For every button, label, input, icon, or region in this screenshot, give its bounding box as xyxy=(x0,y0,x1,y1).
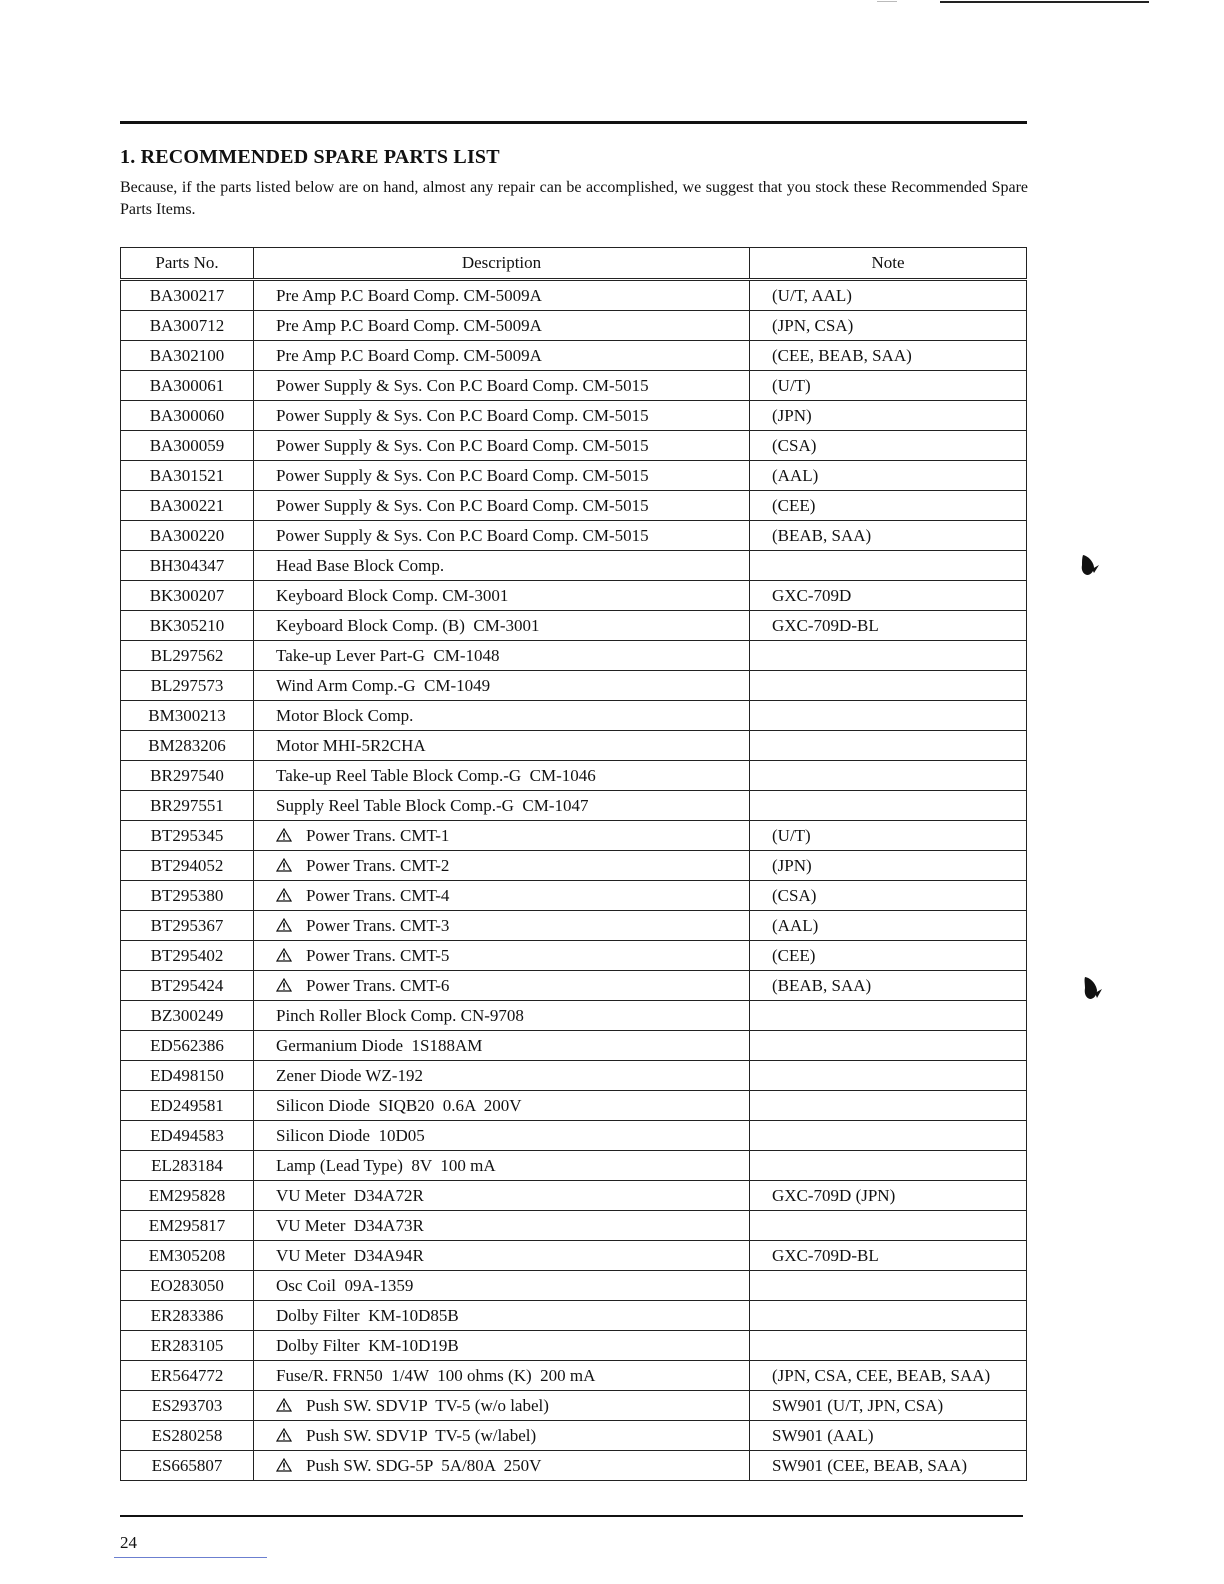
description-text: Push SW. SDV1P TV-5 (w/o label) xyxy=(306,1395,549,1415)
description-text: Power Trans. CMT-6 xyxy=(306,975,450,995)
cell-note: (JPN) xyxy=(750,401,1027,431)
cell-part-no: BA300060 xyxy=(121,401,254,431)
table-header-row xyxy=(121,248,1027,280)
cell-description xyxy=(254,341,750,371)
table-row xyxy=(121,491,1027,521)
cell-part-no: BA302100 xyxy=(121,341,254,371)
cell-description xyxy=(254,1151,750,1181)
table-row xyxy=(121,701,1027,731)
column-header-parts-no: Parts No. xyxy=(121,248,254,280)
description-text: VU Meter D34A94R xyxy=(276,1245,424,1265)
table-row xyxy=(121,1211,1027,1241)
description-text: Dolby Filter KM-10D85B xyxy=(276,1305,459,1325)
table-row xyxy=(121,641,1027,671)
cell-part-no: BL297573 xyxy=(121,671,254,701)
cell-note: (JPN, CSA) xyxy=(750,311,1027,341)
description-text: Germanium Diode 1S188AM xyxy=(276,1035,483,1055)
cell-description xyxy=(254,1181,750,1211)
description-text: Zener Diode WZ-192 xyxy=(276,1065,423,1085)
table-row xyxy=(121,521,1027,551)
cell-description xyxy=(254,1031,750,1061)
cell-note: (AAL) xyxy=(750,461,1027,491)
table-row xyxy=(121,1121,1027,1151)
cell-note: (CSA) xyxy=(750,431,1027,461)
cell-description xyxy=(254,641,750,671)
table-row xyxy=(121,1151,1027,1181)
safety-warning-icon xyxy=(276,858,292,872)
cell-description xyxy=(254,1451,750,1481)
description-text: Lamp (Lead Type) 8V 100 mA xyxy=(276,1155,496,1175)
cell-description xyxy=(254,941,750,971)
cell-note xyxy=(750,1061,1027,1091)
table-row xyxy=(121,1061,1027,1091)
cell-part-no: ES293703 xyxy=(121,1391,254,1421)
description-text: Power Supply & Sys. Con P.C Board Comp. CM-5015 xyxy=(276,375,649,395)
table-row xyxy=(121,1421,1027,1451)
cell-part-no: ER564772 xyxy=(121,1361,254,1391)
cell-note: SW901 (CEE, BEAB, SAA) xyxy=(750,1451,1027,1481)
cell-description xyxy=(254,971,750,1001)
cell-description xyxy=(254,1121,750,1151)
safety-warning-icon xyxy=(276,1398,292,1412)
cell-note: (U/T, AAL) xyxy=(750,280,1027,311)
description-text: Power Supply & Sys. Con P.C Board Comp. CM-5015 xyxy=(276,495,649,515)
cell-note xyxy=(750,641,1027,671)
cell-note xyxy=(750,701,1027,731)
cell-note xyxy=(750,671,1027,701)
cell-part-no: BT295402 xyxy=(121,941,254,971)
cell-part-no: BK300207 xyxy=(121,581,254,611)
table-row xyxy=(121,1001,1027,1031)
description-text: Take-up Reel Table Block Comp.-G CM-1046 xyxy=(276,765,596,785)
description-text: Power Trans. CMT-2 xyxy=(306,855,450,875)
cell-part-no: BA300059 xyxy=(121,431,254,461)
description-text: Head Base Block Comp. xyxy=(276,555,445,575)
description-text: Wind Arm Comp.-G CM-1049 xyxy=(276,675,491,695)
cell-part-no: BA300217 xyxy=(121,280,254,311)
cell-description xyxy=(254,581,750,611)
cell-description xyxy=(254,761,750,791)
description-text: Power Supply & Sys. Con P.C Board Comp. CM-5015 xyxy=(276,435,649,455)
cell-part-no: BH304347 xyxy=(121,551,254,581)
table-row xyxy=(121,551,1027,581)
cell-description xyxy=(254,1421,750,1451)
table-row xyxy=(121,671,1027,701)
cell-description xyxy=(254,1091,750,1121)
cell-part-no: BT295367 xyxy=(121,911,254,941)
cell-note: (AAL) xyxy=(750,911,1027,941)
cell-part-no: EL283184 xyxy=(121,1151,254,1181)
cell-note: GXC-709D (JPN) xyxy=(750,1181,1027,1211)
binding-hole-mark-upper xyxy=(1079,553,1101,579)
table-row xyxy=(121,431,1027,461)
spare-parts-table xyxy=(120,247,1027,1481)
table-row xyxy=(121,1391,1027,1421)
cell-description xyxy=(254,1391,750,1421)
description-text: Power Supply & Sys. Con P.C Board Comp. CM-5015 xyxy=(276,525,649,545)
cell-note xyxy=(750,1091,1027,1121)
cell-note xyxy=(750,1301,1027,1331)
cell-note: (U/T) xyxy=(750,821,1027,851)
scan-edge-line xyxy=(940,1,1149,3)
cell-part-no: ER283386 xyxy=(121,1301,254,1331)
table-row xyxy=(121,401,1027,431)
description-text: Push SW. SDG-5P 5A/80A 250V xyxy=(306,1455,542,1475)
cell-part-no: BT295380 xyxy=(121,881,254,911)
table-row xyxy=(121,341,1027,371)
cell-part-no: ED562386 xyxy=(121,1031,254,1061)
page-title: 1. RECOMMENDED SPARE PARTS LIST xyxy=(120,146,500,168)
table-row xyxy=(121,461,1027,491)
cell-description xyxy=(254,791,750,821)
table-row xyxy=(121,1301,1027,1331)
table-row xyxy=(121,971,1027,1001)
table-row xyxy=(121,581,1027,611)
cell-part-no: EM295828 xyxy=(121,1181,254,1211)
cell-part-no: BA300712 xyxy=(121,311,254,341)
binding-hole-mark-lower xyxy=(1082,975,1104,1003)
table-row xyxy=(121,911,1027,941)
top-rule xyxy=(120,121,1027,124)
cell-description xyxy=(254,701,750,731)
description-text: Fuse/R. FRN50 1/4W 100 ohms (K) 200 mA xyxy=(276,1365,596,1385)
description-text: Motor MHI-5R2CHA xyxy=(276,735,426,755)
cell-description xyxy=(254,731,750,761)
cell-part-no: BT295345 xyxy=(121,821,254,851)
cell-part-no: ED498150 xyxy=(121,1061,254,1091)
cell-note: (CEE, BEAB, SAA) xyxy=(750,341,1027,371)
cell-description xyxy=(254,280,750,311)
description-text: Take-up Lever Part-G CM-1048 xyxy=(276,645,500,665)
bottom-rule xyxy=(120,1515,1023,1517)
table-row xyxy=(121,791,1027,821)
table-row xyxy=(121,851,1027,881)
cell-description xyxy=(254,491,750,521)
table-row xyxy=(121,1031,1027,1061)
cell-note xyxy=(750,1271,1027,1301)
column-header-note: Note xyxy=(750,248,1027,280)
table-row xyxy=(121,311,1027,341)
cell-part-no: EM305208 xyxy=(121,1241,254,1271)
cell-part-no: BR297540 xyxy=(121,761,254,791)
description-text: Motor Block Comp. xyxy=(276,705,414,725)
cell-note: (BEAB, SAA) xyxy=(750,521,1027,551)
cell-note: (CEE) xyxy=(750,491,1027,521)
table-row xyxy=(121,280,1027,311)
cell-part-no: ES280258 xyxy=(121,1421,254,1451)
safety-warning-icon xyxy=(276,1458,292,1472)
table-row xyxy=(121,881,1027,911)
cell-description xyxy=(254,1061,750,1091)
table-row xyxy=(121,941,1027,971)
cell-part-no: BA300220 xyxy=(121,521,254,551)
table-row xyxy=(121,1091,1027,1121)
cell-description xyxy=(254,1241,750,1271)
table-row xyxy=(121,611,1027,641)
cell-part-no: BZ300249 xyxy=(121,1001,254,1031)
cell-description xyxy=(254,1361,750,1391)
safety-warning-icon xyxy=(276,918,292,932)
cell-description xyxy=(254,371,750,401)
description-text: Supply Reel Table Block Comp.-G CM-1047 xyxy=(276,795,589,815)
cell-description xyxy=(254,431,750,461)
cell-note: (CSA) xyxy=(750,881,1027,911)
cell-description xyxy=(254,1271,750,1301)
cell-note: GXC-709D-BL xyxy=(750,611,1027,641)
cell-note xyxy=(750,1121,1027,1151)
table-row xyxy=(121,1451,1027,1481)
cell-part-no: EO283050 xyxy=(121,1271,254,1301)
cell-part-no: BT294052 xyxy=(121,851,254,881)
safety-warning-icon xyxy=(276,828,292,842)
scan-edge-tick xyxy=(877,1,897,2)
cell-part-no: ED494583 xyxy=(121,1121,254,1151)
cell-part-no: ES665807 xyxy=(121,1451,254,1481)
description-text: Keyboard Block Comp. (B) CM-3001 xyxy=(276,615,540,635)
cell-part-no: BR297551 xyxy=(121,791,254,821)
cell-note: (JPN, CSA, CEE, BEAB, SAA) xyxy=(750,1361,1027,1391)
intro-paragraph: Because, if the parts listed below are on hand, almost any repair can be accomplished, we suggest that you stock these Recommended Spare Parts Items. xyxy=(120,179,1028,218)
cell-part-no: BT295424 xyxy=(121,971,254,1001)
safety-warning-icon xyxy=(276,888,292,902)
cell-note: SW901 (U/T, JPN, CSA) xyxy=(750,1391,1027,1421)
description-text: Dolby Filter KM-10D19B xyxy=(276,1335,459,1355)
cell-part-no: EM295817 xyxy=(121,1211,254,1241)
cell-description xyxy=(254,1001,750,1031)
description-text: Power Supply & Sys. Con P.C Board Comp. CM-5015 xyxy=(276,465,649,485)
cell-note xyxy=(750,1331,1027,1361)
table-row xyxy=(121,1241,1027,1271)
cell-note: GXC-709D xyxy=(750,581,1027,611)
cell-note xyxy=(750,761,1027,791)
cell-description xyxy=(254,821,750,851)
cell-part-no: BM283206 xyxy=(121,731,254,761)
cell-description xyxy=(254,881,750,911)
cell-part-no: BA300221 xyxy=(121,491,254,521)
cell-description xyxy=(254,311,750,341)
cell-part-no: BK305210 xyxy=(121,611,254,641)
cell-note: (JPN) xyxy=(750,851,1027,881)
description-text: Power Supply & Sys. Con P.C Board Comp. CM-5015 xyxy=(276,405,649,425)
cell-note: SW901 (AAL) xyxy=(750,1421,1027,1451)
cell-part-no: BA300061 xyxy=(121,371,254,401)
table-row xyxy=(121,1181,1027,1211)
table-row xyxy=(121,761,1027,791)
cell-description xyxy=(254,1331,750,1361)
cell-note xyxy=(750,1151,1027,1181)
description-text: Osc Coil 09A-1359 xyxy=(276,1275,414,1295)
description-text: Keyboard Block Comp. CM-3001 xyxy=(276,585,509,605)
cell-description xyxy=(254,911,750,941)
cell-description xyxy=(254,521,750,551)
cell-part-no: BA301521 xyxy=(121,461,254,491)
table-row xyxy=(121,821,1027,851)
cell-description xyxy=(254,671,750,701)
description-text: Push SW. SDV1P TV-5 (w/label) xyxy=(306,1425,537,1445)
column-header-description: Description xyxy=(254,248,750,280)
cell-note xyxy=(750,551,1027,581)
safety-warning-icon xyxy=(276,1428,292,1442)
cell-description xyxy=(254,401,750,431)
description-text: Power Trans. CMT-5 xyxy=(306,945,450,965)
description-text: VU Meter D34A72R xyxy=(276,1185,424,1205)
cell-note xyxy=(750,1211,1027,1241)
cell-description xyxy=(254,1301,750,1331)
description-text: Pinch Roller Block Comp. CN-9708 xyxy=(276,1005,524,1025)
description-text: Silicon Diode SIQB20 0.6A 200V xyxy=(276,1095,522,1115)
cell-note: (CEE) xyxy=(750,941,1027,971)
table-row xyxy=(121,371,1027,401)
page-number: 24 xyxy=(120,1533,137,1552)
cell-note: GXC-709D-BL xyxy=(750,1241,1027,1271)
table-row xyxy=(121,1361,1027,1391)
cell-description xyxy=(254,851,750,881)
description-text: Power Trans. CMT-3 xyxy=(306,915,450,935)
cell-description xyxy=(254,611,750,641)
table-row xyxy=(121,731,1027,761)
cell-note: (U/T) xyxy=(750,371,1027,401)
description-text: Pre Amp P.C Board Comp. CM-5009A xyxy=(276,345,542,365)
cell-note xyxy=(750,731,1027,761)
cell-description xyxy=(254,1211,750,1241)
cell-part-no: BL297562 xyxy=(121,641,254,671)
description-text: VU Meter D34A73R xyxy=(276,1215,424,1235)
description-text: Pre Amp P.C Board Comp. CM-5009A xyxy=(276,285,542,305)
cell-description xyxy=(254,461,750,491)
cell-part-no: ED249581 xyxy=(121,1091,254,1121)
cell-part-no: BM300213 xyxy=(121,701,254,731)
cell-description xyxy=(254,551,750,581)
cell-note: (BEAB, SAA) xyxy=(750,971,1027,1001)
table-row xyxy=(121,1271,1027,1301)
cell-note xyxy=(750,791,1027,821)
safety-warning-icon xyxy=(276,978,292,992)
cell-note xyxy=(750,1001,1027,1031)
description-text: Power Trans. CMT-1 xyxy=(306,825,450,845)
cell-part-no: ER283105 xyxy=(121,1331,254,1361)
safety-warning-icon xyxy=(276,948,292,962)
description-text: Power Trans. CMT-4 xyxy=(306,885,450,905)
footer-underline xyxy=(114,1557,267,1558)
table-row xyxy=(121,1331,1027,1361)
cell-note xyxy=(750,1031,1027,1061)
table-body xyxy=(121,280,1027,1481)
description-text: Pre Amp P.C Board Comp. CM-5009A xyxy=(276,315,542,335)
description-text: Silicon Diode 10D05 xyxy=(276,1125,425,1145)
